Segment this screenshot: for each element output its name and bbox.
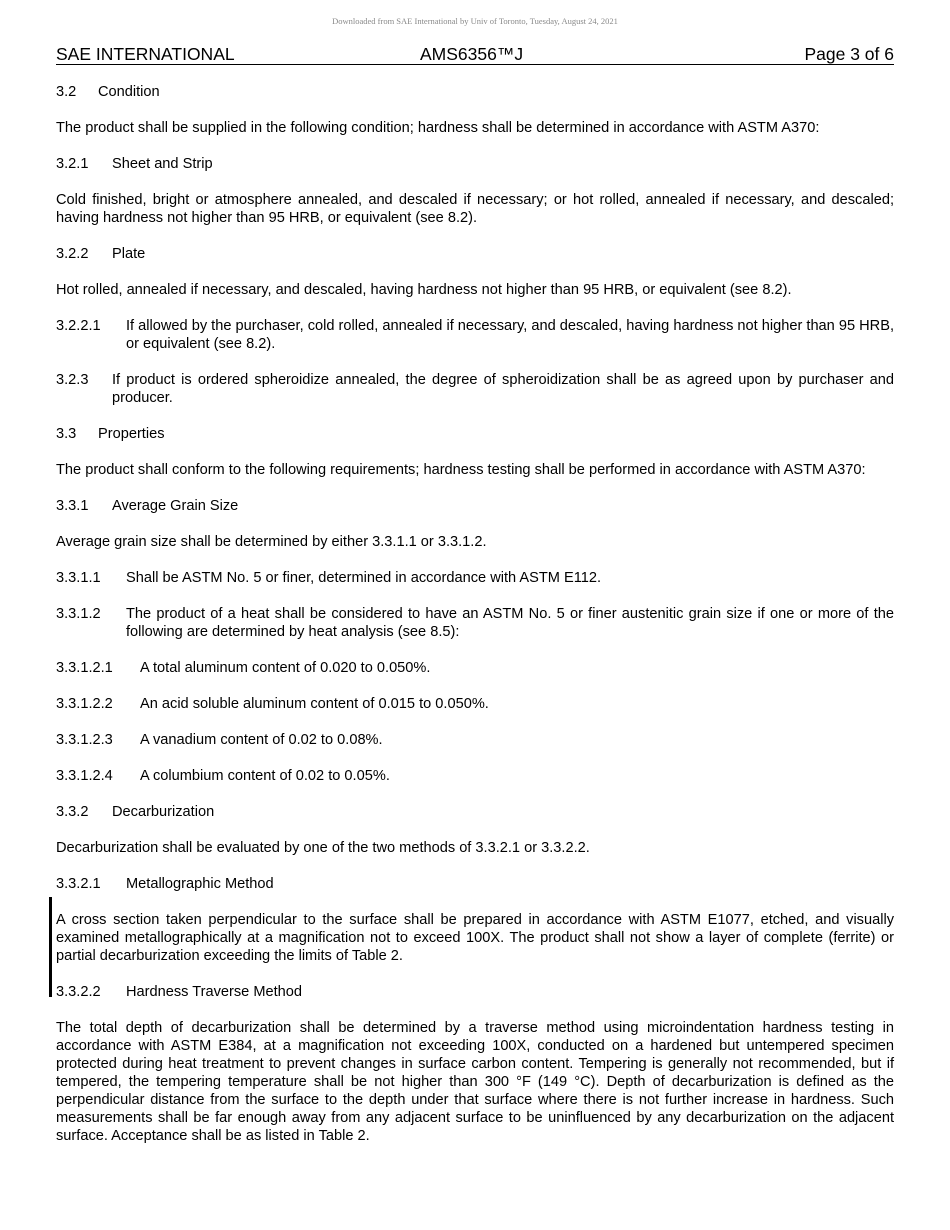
header-page-number: Page 3 of 6: [804, 44, 894, 64]
paragraph: Decarburization shall be evaluated by one of the two methods of 3.3.2.1 or 3.3.2.2.: [56, 840, 590, 856]
paragraph: The product shall be supplied in the following condition; hardness shall be determined in accordance with ASTM A370:: [56, 120, 820, 136]
section-heading-3-3-2-2: [56, 983, 894, 1001]
section-heading-3-3-2: [56, 803, 894, 821]
section-title: Decarburization: [112, 804, 215, 820]
numbered-clause-3-3-1-2-1: [56, 659, 894, 677]
numbered-clause-3-3-1-1: [56, 569, 894, 587]
section-number: 3.2.2: [56, 246, 89, 262]
clause-number: 3.3.1.2.1: [56, 660, 113, 676]
paragraph: The product shall conform to the following requirements; hardness testing shall be performed in accordance with ASTM A370:: [56, 462, 866, 478]
paragraph: The total depth of decarburization shall be determined by a traverse method using microindentation hardness testing in accordance with ASTM E384, at a magnification not exceeding 100X, conducted on a hardened but untempered specimen protected during heat treatment to prevent changes in surface carbon content. Tempering is generally not recommended, but if tempered, the tempering temperature shall be not higher than 300 °F (149 °C). Depth of decarburization is defined as the perpendicular distance from the surface to the depth under that surface where there is not further increase in hardness. Such measurements shall be far enough away from any adjacent surface to be uninfluenced by any decarburization on the adjacent surface. Acceptance shall be as listed in Table 2.: [56, 1020, 894, 1144]
paragraph: Average grain size shall be determined by either 3.3.1.1 or 3.3.1.2.: [56, 534, 487, 550]
clause-number: 3.3.1.2.2: [56, 696, 113, 712]
header-doc-id: AMS6356™J: [420, 44, 524, 64]
section-title: Metallographic Method: [126, 876, 274, 892]
section-number: 3.2: [56, 84, 77, 100]
section-number: 3.3.2.2: [56, 984, 101, 1000]
revision-change-bar: [49, 897, 52, 997]
clause-number: 3.3.1.2.4: [56, 768, 113, 784]
numbered-clause-3-2-2-1: [56, 317, 894, 353]
download-watermark: Downloaded from SAE International by Univ of Toronto, Tuesday, August 24, 2021: [332, 16, 618, 26]
clause-number: 3.2.2.1: [56, 318, 101, 334]
section-number: 3.3.1: [56, 498, 89, 514]
section-number: 3.3: [56, 426, 77, 442]
clause-text: Shall be ASTM No. 5 or finer, determined in accordance with ASTM E112.: [126, 570, 602, 586]
numbered-clause-3-2-3: [56, 371, 894, 407]
numbered-clause-3-3-1-2: [56, 605, 894, 641]
page-header: [56, 44, 894, 65]
clause-text: A total aluminum content of 0.020 to 0.050%.: [140, 660, 431, 676]
section-heading-3-3-2-1: [56, 875, 894, 893]
section-heading-3-2-2: [56, 245, 894, 263]
section-number: 3.3.2: [56, 804, 89, 820]
section-number: 3.3.2.1: [56, 876, 101, 892]
clause-text: If allowed by the purchaser, cold rolled, annealed if necessary, and descaled, having hardness not higher than 95 HRB, or equivalent (see 8.2).: [126, 318, 895, 352]
clause-number: 3.3.1.1: [56, 570, 101, 586]
paragraph: A cross section taken perpendicular to the surface shall be prepared in accordance with ASTM E1077, etched, and visually examined metallographically at a magnification not to exceed 100X. The product shall not show a layer of complete (ferrite) or partial decarburization exceeding the limits of Table 2.: [56, 912, 894, 964]
section-heading-3-3-1: [56, 497, 894, 515]
clause-number: 3.3.1.2.3: [56, 732, 113, 748]
section-heading-3-3: [56, 425, 894, 443]
clause-text: An acid soluble aluminum content of 0.015 to 0.050%.: [140, 696, 489, 712]
clause-text: If product is ordered spheroidize annealed, the degree of spheroidization shall be as agreed upon by purchaser and producer.: [112, 372, 894, 406]
clause-number: 3.3.1.2: [56, 606, 101, 622]
clause-text: A vanadium content of 0.02 to 0.08%.: [140, 732, 383, 748]
numbered-clause-3-3-1-2-4: [56, 767, 894, 785]
paragraph: Cold finished, bright or atmosphere annealed, and descaled if necessary; or hot rolled, annealed if necessary, and descaled; having hardness not higher than 95 HRB, or equivalent (see 8.2).: [56, 192, 894, 226]
clause-text: The product of a heat shall be considered to have an ASTM No. 5 or finer austenitic grain size if one or more of the following are determined by heat analysis (see 8.5):: [126, 606, 894, 640]
numbered-clause-3-3-1-2-2: [56, 695, 894, 713]
section-heading-3-2-1: [56, 155, 894, 173]
clause-number: 3.2.3: [56, 372, 89, 388]
section-number: 3.2.1: [56, 156, 89, 172]
section-title: Plate: [112, 246, 146, 262]
paragraph: Hot rolled, annealed if necessary, and descaled, having hardness not higher than 95 HRB, or equivalent (see 8.2).: [56, 282, 792, 298]
section-title: Average Grain Size: [112, 498, 239, 514]
section-title: Hardness Traverse Method: [126, 984, 303, 1000]
numbered-clause-3-3-1-2-3: [56, 731, 894, 749]
clause-text: A columbium content of 0.02 to 0.05%.: [140, 768, 390, 784]
header-org: SAE INTERNATIONAL: [56, 44, 235, 64]
document-body: [56, 83, 894, 1163]
section-heading-3-2: [56, 83, 894, 101]
section-title: Properties: [98, 426, 165, 442]
section-title: Condition: [98, 84, 160, 100]
section-title: Sheet and Strip: [112, 156, 213, 172]
